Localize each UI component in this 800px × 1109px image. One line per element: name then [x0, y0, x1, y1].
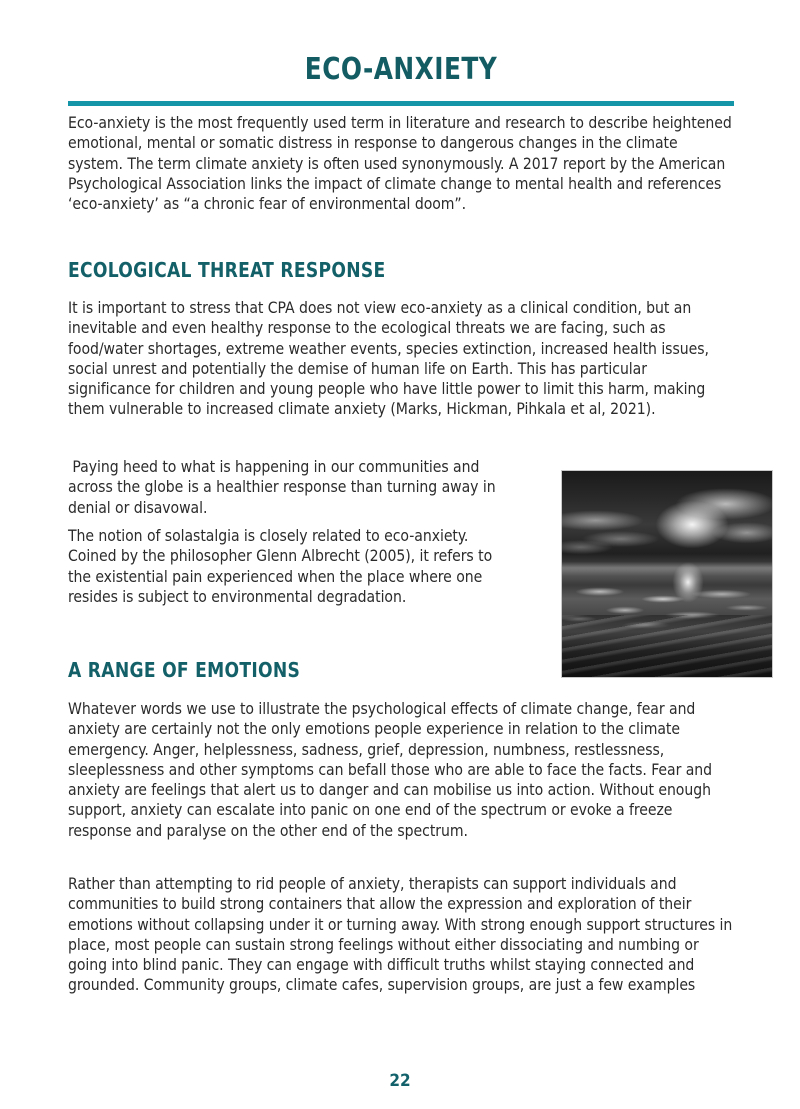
- photo-motion-streaks: [562, 615, 772, 677]
- seascape-photo: [561, 470, 773, 678]
- paragraph-therapist-support: Rather than attempting to rid people of anxiety, therapists can support individuals and communities to build strong containers that allow the expression and exploration of their emotions without collapsing under it or turning away. With strong enough support structures in place, most people can sustain strong feelings without either dissociating and numbing or going into blind panic. They can engage with difficult truths whilst staying connected and grounded. Community groups, climate cafes, supervision groups, are just a few examples: [68, 874, 737, 995]
- section-heading-a-range-of-emotions: A RANGE OF EMOTIONS: [68, 658, 301, 682]
- paragraph-paying-heed: Paying heed to what is happening in our communities and across the globe is a healthier response than turning away in denial or disavowal.: [68, 457, 500, 517]
- section-heading-ecological-threat-response: ECOLOGICAL THREAT RESPONSE: [68, 258, 386, 282]
- intro-paragraph: Eco-anxiety is the most frequently used term in literature and research to describe heightened emotional, mental or somatic distress in response to dangerous changes in the climate system. The term climate anxiety is often used synonymously. A 2017 report by the American Psychological Association links the impact of climate change to mental health and references ‘eco-anxiety’ as “a chronic fear of environmental doom”.: [68, 113, 737, 214]
- page-number: 22: [389, 1071, 411, 1091]
- paragraph-range-of-emotions: Whatever words we use to illustrate the psychological effects of climate change, fear and anxiety are certainly not the only emotions people experience in relation to the climate emergency. Anger, helplessness, sadness, grief, depression, numbness, restlessness, sleeplessness and other symptoms can befall those who are able to face the facts. Fear and anxiety are feelings that alert us to danger and can mobilise us into action. Without enough support, anxiety can escalate into panic on one end of the spectrum or evoke a freeze response and paralyse on the other end of the spectrum.: [68, 699, 717, 840]
- paragraph-solastalgia: The notion of solastalgia is closely related to eco-anxiety. Coined by the philosopher Glenn Albrecht (2005), it refers to the existential pain experienced when the place where one resides is subject to environmental degradation.: [68, 526, 497, 606]
- paragraph-cpa-view: It is important to stress that CPA does not view eco-anxiety as a clinical condition, but an inevitable and even healthy response to the ecological threats we are facing, such as food/water shortages, extreme weather events, species extinction, increased health issues, social unrest and potentially the demise of human life on Earth. This has particular significance for children and young people who have little power to limit this harm, making them vulnerable to increased climate anxiety (Marks, Hickman, Pihkala et al, 2021).: [68, 298, 714, 419]
- page-title: ECO-ANXIETY: [304, 52, 498, 87]
- page-content: [68, 0, 737, 1109]
- title-divider: [68, 101, 734, 106]
